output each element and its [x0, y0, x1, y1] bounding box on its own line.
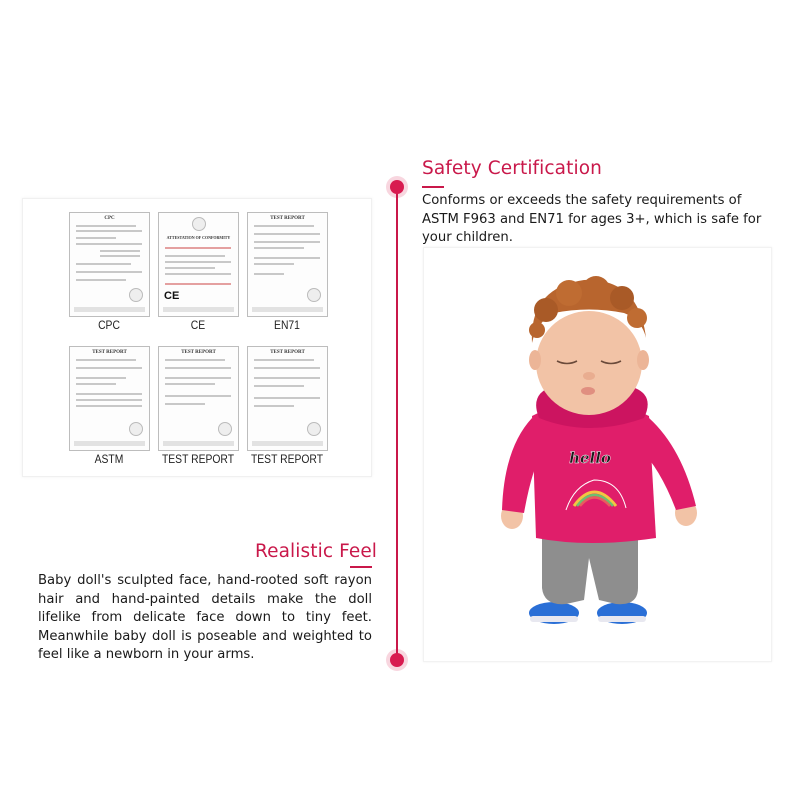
- seal-icon: [307, 422, 321, 436]
- certificate-label-test-report: TEST REPORT: [161, 454, 235, 466]
- realistic-feel-heading: Realistic Feel: [255, 541, 378, 562]
- certificate-label-ce: CE: [190, 320, 206, 332]
- heading-underline: [350, 566, 372, 568]
- emblem-icon: [192, 217, 206, 231]
- certificate-document-en71: [247, 212, 328, 317]
- certificate-label-cpc: CPC: [98, 320, 120, 332]
- timeline-dot-top: [390, 180, 404, 194]
- certificate-document-ce: [158, 212, 239, 317]
- certificate-doc-title: TEST REPORT: [92, 350, 127, 355]
- certificate-document-test-report-1: [158, 346, 239, 451]
- certificate-doc-title: TEST REPORT: [270, 350, 305, 355]
- heading-underline: [422, 186, 444, 188]
- doll-product-image: [423, 247, 772, 662]
- certificate-document-astm: [69, 346, 150, 451]
- certificate-doc-title: TEST REPORT: [270, 216, 305, 221]
- hoodie-hello-text: hello: [569, 449, 611, 467]
- certificate-doc-title: ATTESTATION OF CONFORMITY: [166, 235, 231, 240]
- seal-icon: [307, 288, 321, 302]
- certificate-label-test-report: TEST REPORT: [250, 454, 324, 466]
- baby-doll-illustration: [424, 248, 773, 663]
- certificate-document-test-report-2: [247, 346, 328, 451]
- certificate-label-astm: ASTM: [94, 454, 124, 466]
- ce-mark-icon: CE: [164, 290, 180, 302]
- certificate-doc-title: CPC: [104, 216, 115, 221]
- timeline-line: [396, 187, 398, 661]
- seal-icon: [129, 422, 143, 436]
- certificate-doc-title: TEST REPORT: [181, 350, 216, 355]
- safety-certification-text: Conforms or exceeds the safety requirements of ASTM F963 and EN71 for ages 3+, which is safe for your children.: [422, 193, 762, 246]
- realistic-feel-text: Baby doll's sculpted face, hand-rooted soft rayon hair and hand-painted details make the doll lifelike from delicate face down to tiny feet. Meanwhile baby doll is poseable and weighted to feel like a newborn in your arms.: [38, 573, 372, 663]
- seal-icon: [218, 422, 232, 436]
- seal-icon: [129, 288, 143, 302]
- safety-certification-heading: Safety Certification: [422, 158, 602, 179]
- timeline-dot-bottom: [390, 653, 404, 667]
- certificates-panel: [22, 198, 372, 477]
- certificate-label-en71: EN71: [274, 320, 300, 332]
- certificate-document-cpc: [69, 212, 150, 317]
